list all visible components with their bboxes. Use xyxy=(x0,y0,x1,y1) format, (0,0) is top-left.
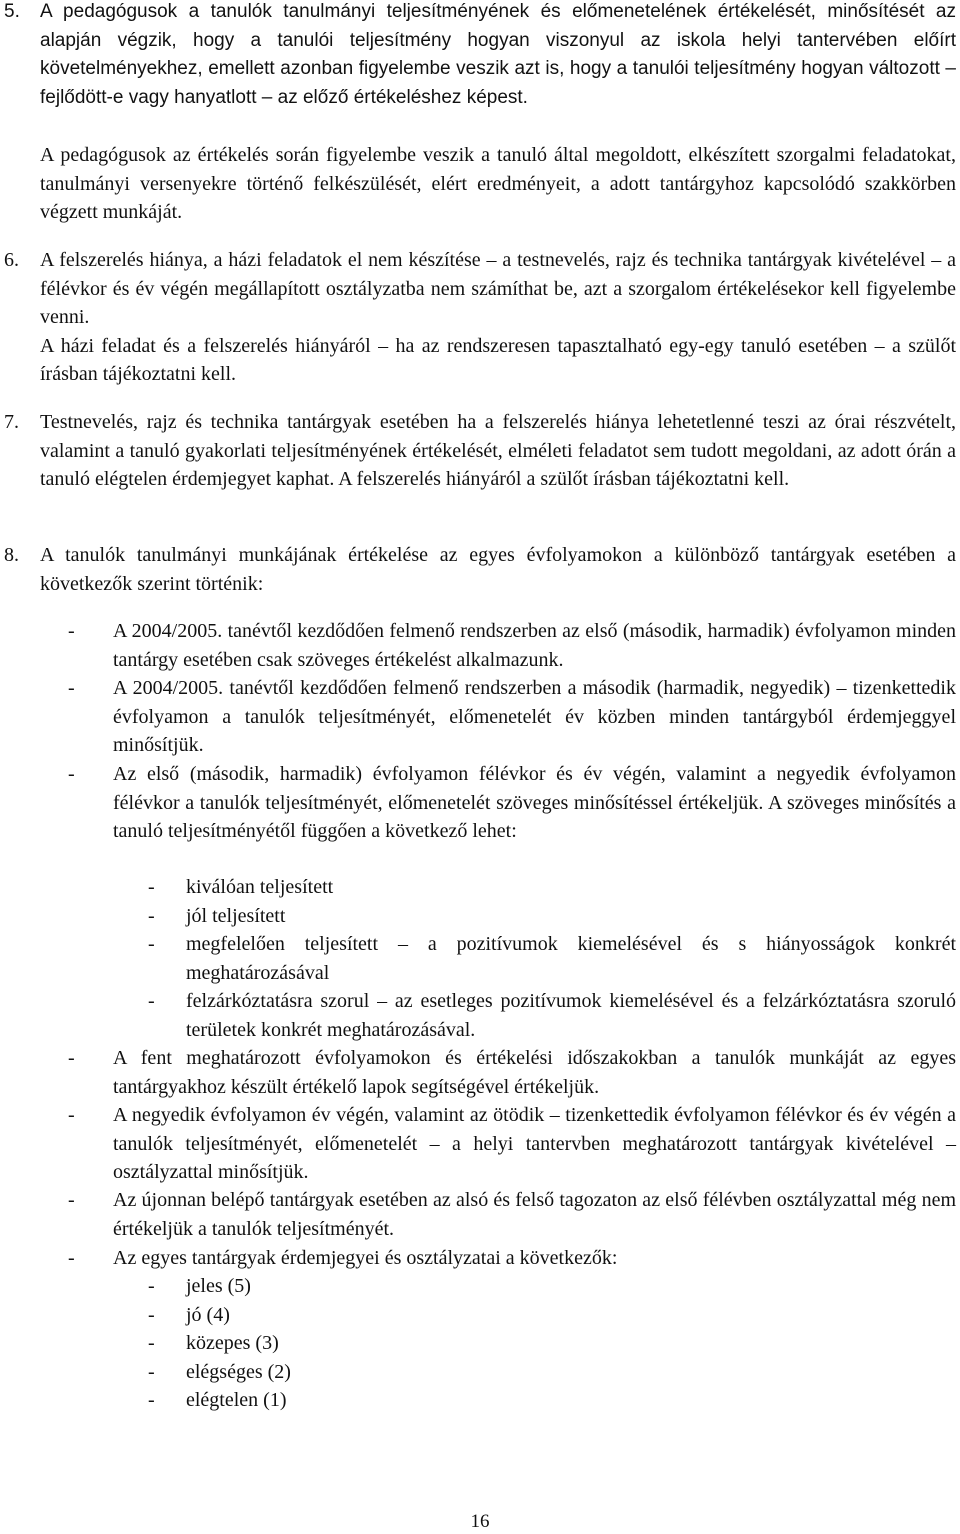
grade-item xyxy=(0,1386,960,1415)
grade-label: elégséges (2) xyxy=(186,1361,291,1383)
sub-list-item-text: felzárkóztatásra szorul – az esetleges pozitívumok kiemelésével és a felzárkóztatásra szoruló területek konkrét meghatározásával. xyxy=(186,990,956,1041)
sub-list-item xyxy=(0,873,960,902)
section-7 xyxy=(0,408,960,494)
sub-list-item xyxy=(0,930,960,987)
sub-list-item-text: kiválóan teljesített xyxy=(186,876,334,898)
sub-list-item-text: jól teljesített xyxy=(186,905,286,927)
section-8-paragraph-1: A tanulók tanulmányi munkájának értékelése az egyes évfolyamokon a különböző tantárgyak esetében a következők szerint történik: xyxy=(40,544,956,595)
list-bullet: - xyxy=(148,1389,155,1411)
list-bullet: - xyxy=(148,876,155,898)
list-bullet: - xyxy=(68,677,75,699)
list-item xyxy=(0,1101,960,1187)
section-5-continued xyxy=(0,141,960,227)
list-bullet: - xyxy=(148,905,155,927)
grade-label: jeles (5) xyxy=(186,1275,251,1297)
list-bullet: - xyxy=(148,933,155,955)
list-item-text: A negyedik évfolyamon év végén, valamint az ötödik – tizenkettedik évfolyamon félévkor és év végén a tanulók teljesítményét, előmenetelét – a helyi tantervben meghatározott tantárgyak kivételével – osztályzattal minősítjük. xyxy=(113,1104,956,1184)
list-bullet: - xyxy=(68,1047,75,1069)
list-item-text: A 2004/2005. tanévtől kezdődően felmenő rendszerben az első (második, harmadik) évfolyamon minden tantárgy esetében csak szöveges értékelést alkalmazunk. xyxy=(113,620,956,671)
list-item xyxy=(0,760,960,846)
list-bullet: - xyxy=(68,620,75,642)
list-item xyxy=(0,617,960,674)
list-item-text: Az első (második, harmadik) évfolyamon félévkor és év végén, valamint a negyedik évfolyamon félévkor a tanulók teljesítményét, előmenetelét szöveges minősítéssel értékeljük. A szöveges minősítés a tanuló teljesítményétől függően a következő lehet: xyxy=(113,763,956,843)
grade-label: elégtelen (1) xyxy=(186,1389,287,1411)
section-5-paragraph-2: A pedagógusok az értékelés során figyelembe veszik a tanuló által megoldott, elkészített szorgalmi feladatokat, tanulmányi versenyekre történő felkészülését, elért eredményeit, a adott tantárgyhoz kapcsolódó szakkörben végzett munkáját. xyxy=(40,144,956,224)
list-item-text: Az újonnan belépő tantárgyak esetében az alsó és felső tagozaton az első félévben osztályzattal még nem értékeljük a tanulók teljesítményét. xyxy=(113,1189,956,1240)
list-bullet: - xyxy=(148,990,155,1012)
list-item xyxy=(0,1186,960,1243)
section-6-paragraph-2: A házi feladat és a felszerelés hiányáról – ha az rendszeresen tapasztalható egy-egy tanuló esetében – a szülőt írásban tájékoztatni kell. xyxy=(40,334,956,386)
page-number: 16 xyxy=(470,1511,490,1532)
section-7-paragraph-1: Testnevelés, rajz és technika tantárgyak esetében ha a felszerelés hiánya lehetetlenné teszi az órai részvételt, valamint a tanuló gyakorlati teljesítményének értékelését, elméleti feladatot sem tudott megoldani, az adott órán a tanuló elégtelen érdemjegyet kaphat. A felszerelés hiányáról a szülőt írásban tájékoztatni kell. xyxy=(40,411,956,491)
grade-label: jó (4) xyxy=(186,1304,230,1326)
section-5-paragraph-1: A pedagógusok a tanulók tanulmányi teljesítményének és előmenetelének értékelését, minősítését az alapján végzik, hogy a tanulói teljesítmény hogyan viszonyul az iskola helyi tantervében előírt követelményekhez, emellett azonban figyelembe veszik azt is, hogy a tanulói teljesítmény hogyan változott – fejlődött-e vagy hanyatlott – az előző értékeléshez képest. xyxy=(40,1,956,108)
section-8 xyxy=(0,541,960,598)
section-number: 5. xyxy=(4,1,20,22)
list-item-text: A fent meghatározott évfolyamokon és értékelési időszakokban a tanulók munkáját az egyes tantárgyakhoz készült értékelő lapok segítségével értékeljük. xyxy=(113,1047,956,1098)
list-item-text: Az egyes tantárgyak érdemjegyei és osztályzatai a következők: xyxy=(113,1247,618,1269)
section-5 xyxy=(0,0,960,112)
list-item-text: A 2004/2005. tanévtől kezdődően felmenő rendszerben a második (harmadik, negyedik) – tizenkettedik évfolyamon a tanulók teljesítményét, előmenetelét év közben minden tantárgyból érdemjeggyel minősítjük. xyxy=(113,677,956,757)
sub-list-item xyxy=(0,902,960,931)
list-item xyxy=(0,674,960,760)
list-item xyxy=(0,1044,960,1101)
grade-item xyxy=(0,1358,960,1387)
sub-list-item-text: megfelelően teljesített – a pozitívumok kiemelésével és s hiányosságok konkrét meghatározásával xyxy=(186,933,956,984)
section-number: 7. xyxy=(4,411,19,433)
grade-item xyxy=(0,1301,960,1330)
grade-item xyxy=(0,1329,960,1358)
grade-item xyxy=(0,1272,960,1301)
section-6 xyxy=(0,246,960,389)
section-6-paragraph-1: A felszerelés hiánya, a házi feladatok el nem készítése – a testnevelés, rajz és technika tantárgyak kivételével – a félévkor és év végén megállapított osztályzatba nem számíthat be, azt a szorgalom értékelésekor kell figyelembe venni. xyxy=(40,249,956,329)
list-bullet: - xyxy=(68,1247,75,1269)
list-bullet: - xyxy=(68,1189,75,1211)
list-bullet: - xyxy=(148,1332,155,1354)
list-bullet: - xyxy=(68,1104,75,1126)
sub-list-item xyxy=(0,987,960,1044)
section-number: 8. xyxy=(4,544,19,566)
list-bullet: - xyxy=(148,1304,155,1326)
list-bullet: - xyxy=(148,1361,155,1383)
list-item xyxy=(0,1244,960,1273)
section-number: 6. xyxy=(4,249,19,271)
list-bullet: - xyxy=(148,1275,155,1297)
grade-label: közepes (3) xyxy=(186,1332,279,1354)
list-bullet: - xyxy=(68,763,75,785)
